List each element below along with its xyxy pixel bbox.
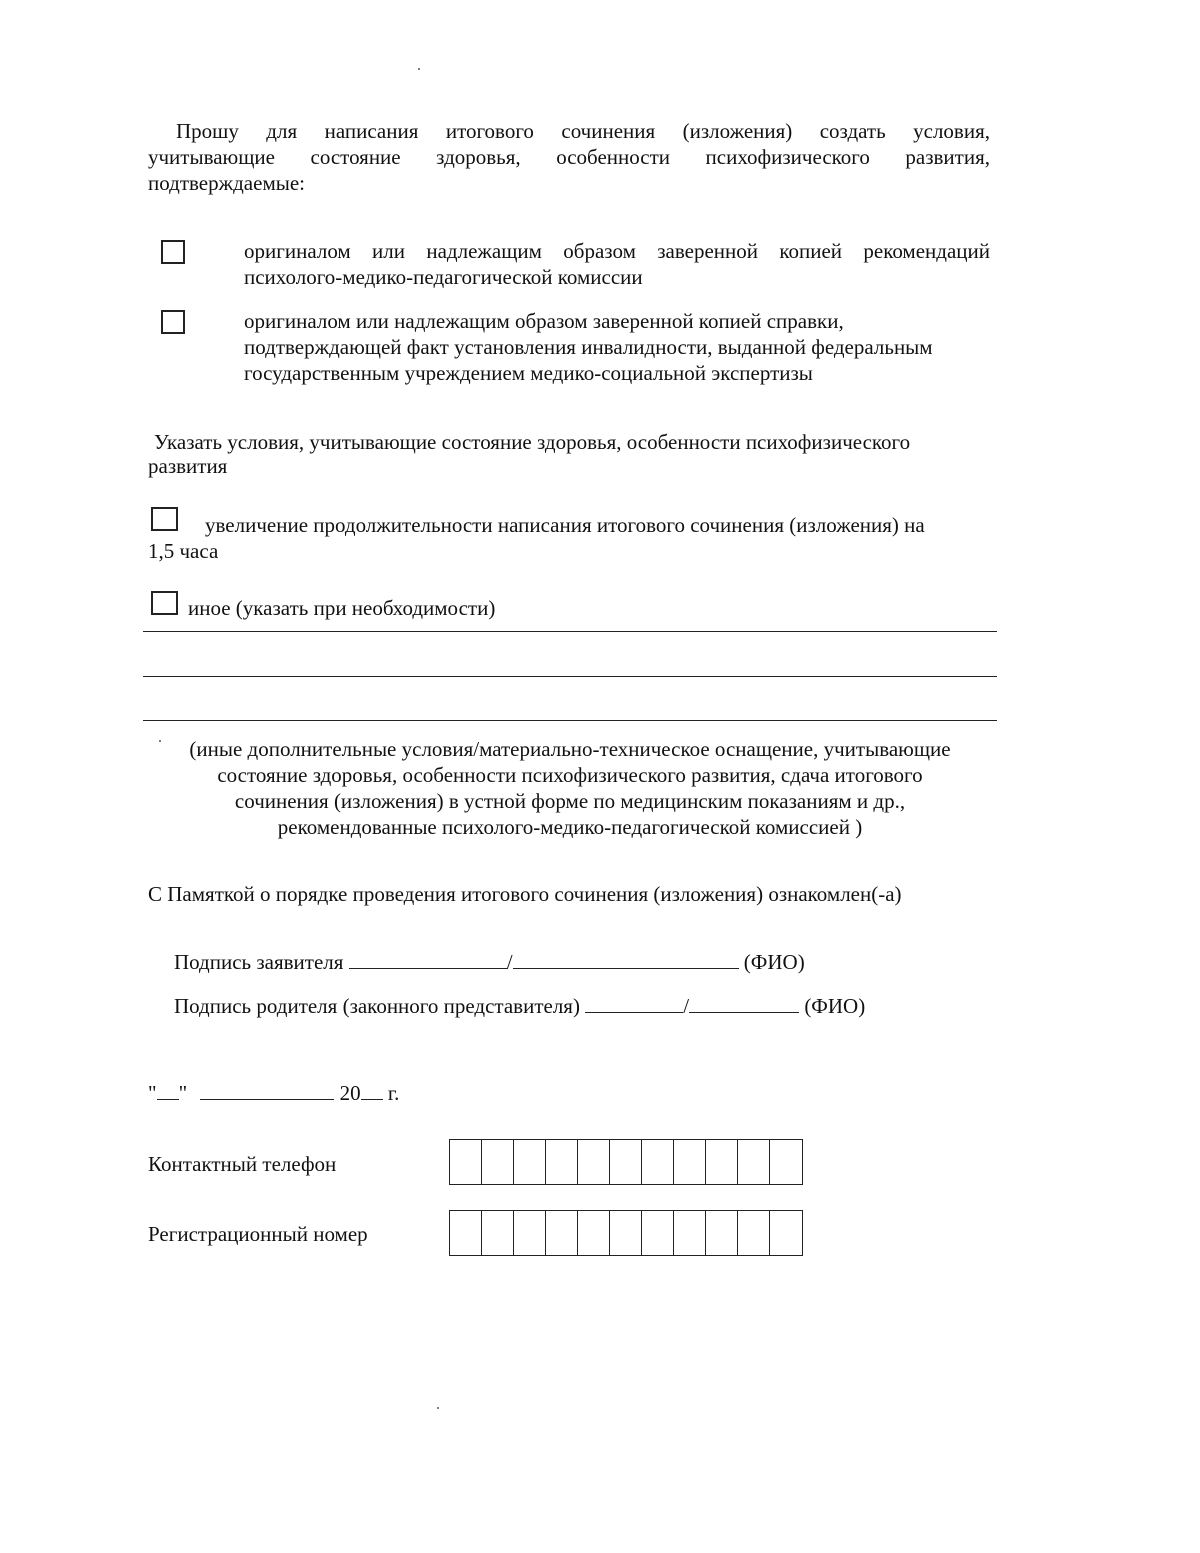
reg-number-cell[interactable]: [674, 1211, 706, 1255]
extended-time-checkbox[interactable]: [151, 507, 178, 531]
reg-number-cell[interactable]: [610, 1211, 642, 1255]
parent-fio-field[interactable]: [689, 994, 799, 1013]
date-quote-close: ": [178, 1081, 188, 1105]
phone-cell[interactable]: [770, 1140, 802, 1184]
phone-cell[interactable]: [642, 1140, 674, 1184]
reg-number-cell[interactable]: [578, 1211, 610, 1255]
date-month-field[interactable]: [200, 1081, 334, 1100]
date-day-field[interactable]: [157, 1081, 179, 1100]
phone-cell[interactable]: [578, 1140, 610, 1184]
phone-cell[interactable]: [674, 1140, 706, 1184]
extended-time-text-line-2: 1,5 часа: [148, 539, 219, 563]
phone-cell[interactable]: [738, 1140, 770, 1184]
pmpk-recommendation-text-line-1: оригиналом или надлежащим образом заверенной копией рекомендаций: [244, 239, 990, 263]
applicant-signature-row: [174, 949, 805, 975]
date-row: [148, 1080, 399, 1106]
scan-speck: [159, 740, 161, 742]
reg-number-cell[interactable]: [738, 1211, 770, 1255]
disability-certificate-text-line-1: оригиналом или надлежащим образом заверенной копией справки,: [244, 309, 844, 333]
conditions-heading-line-2: развития: [148, 454, 228, 478]
reg-number-cell[interactable]: [546, 1211, 578, 1255]
phone-cells[interactable]: [449, 1139, 803, 1185]
phone-cell[interactable]: [482, 1140, 514, 1184]
note-line-1: (иные дополнительные условия/материально-техническое оснащение, учитывающие: [189, 737, 951, 761]
parent-fio-label: (ФИО): [804, 994, 866, 1018]
reg-number-cell[interactable]: [706, 1211, 738, 1255]
other-condition-line-2[interactable]: [143, 676, 997, 677]
reg-number-cell[interactable]: [482, 1211, 514, 1255]
note-line-2: состояние здоровья, особенности психофизического развития, сдача итогового: [217, 763, 923, 787]
date-year-prefix: 20: [339, 1081, 361, 1105]
other-condition-checkbox[interactable]: [151, 591, 178, 615]
conditions-heading-line-1: Указать условия, учитывающие состояние здоровья, особенности психофизического: [154, 430, 911, 454]
note-line-4: рекомендованные психолого-медико-педагогической комиссией ): [277, 815, 863, 839]
reg-number-label: Регистрационный номер: [148, 1222, 368, 1246]
pmpk-recommendation-text-line-2: психолого-медико-педагогической комиссии: [244, 265, 643, 289]
parent-signature-field[interactable]: [585, 994, 683, 1013]
scan-speck: [437, 1407, 439, 1409]
request-line-2: учитывающие состояние здоровья, особенности психофизического развития,: [148, 145, 990, 169]
date-year-suffix: г.: [387, 1081, 400, 1105]
extended-time-text-line-1: увеличение продолжительности написания итогового сочинения (изложения) на: [205, 513, 925, 537]
scan-speck: [418, 68, 420, 70]
other-condition-line-1[interactable]: [143, 631, 997, 632]
note-line-3: сочинения (изложения) в устной форме по медицинским показаниям и др.,: [234, 789, 906, 813]
applicant-separator: /: [506, 950, 513, 974]
reg-number-cell[interactable]: [642, 1211, 674, 1255]
other-condition-text: иное (указать при необходимости): [188, 596, 496, 620]
disability-certificate-checkbox[interactable]: [161, 310, 185, 334]
applicant-fio-label: (ФИО): [743, 950, 805, 974]
other-condition-line-3[interactable]: [143, 720, 997, 721]
applicant-signature-field[interactable]: [349, 950, 507, 969]
phone-cell[interactable]: [514, 1140, 546, 1184]
reg-number-cell[interactable]: [450, 1211, 482, 1255]
parent-signature-row: [174, 993, 865, 1019]
date-year-field[interactable]: [361, 1081, 383, 1100]
phone-cell[interactable]: [450, 1140, 482, 1184]
reg-number-cells[interactable]: [449, 1210, 803, 1256]
request-line-3: подтверждаемые:: [148, 171, 305, 195]
request-line-1: Прошу для написания итогового сочинения (изложения) создать условия,: [176, 119, 990, 143]
applicant-signature-label: Подпись заявителя: [174, 950, 344, 974]
disability-certificate-text-line-2: подтверждающей факт установления инвалидности, выданной федеральным: [244, 335, 933, 359]
phone-label: Контактный телефон: [148, 1152, 337, 1176]
reg-number-cell[interactable]: [770, 1211, 802, 1255]
disability-certificate-text-line-3: государственным учреждением медико-социальной экспертизы: [244, 361, 813, 385]
parent-separator: /: [683, 994, 690, 1018]
pmpk-recommendation-checkbox[interactable]: [161, 240, 185, 264]
parent-signature-label: Подпись родителя (законного представителя): [174, 994, 580, 1018]
applicant-fio-field[interactable]: [513, 950, 739, 969]
reg-number-cell[interactable]: [514, 1211, 546, 1255]
phone-cell[interactable]: [546, 1140, 578, 1184]
memo-acknowledgement: С Памяткой о порядке проведения итогового сочинения (изложения) ознакомлен(-а): [148, 882, 902, 906]
phone-cell[interactable]: [706, 1140, 738, 1184]
phone-cell[interactable]: [610, 1140, 642, 1184]
date-quote-open: ": [148, 1081, 157, 1105]
